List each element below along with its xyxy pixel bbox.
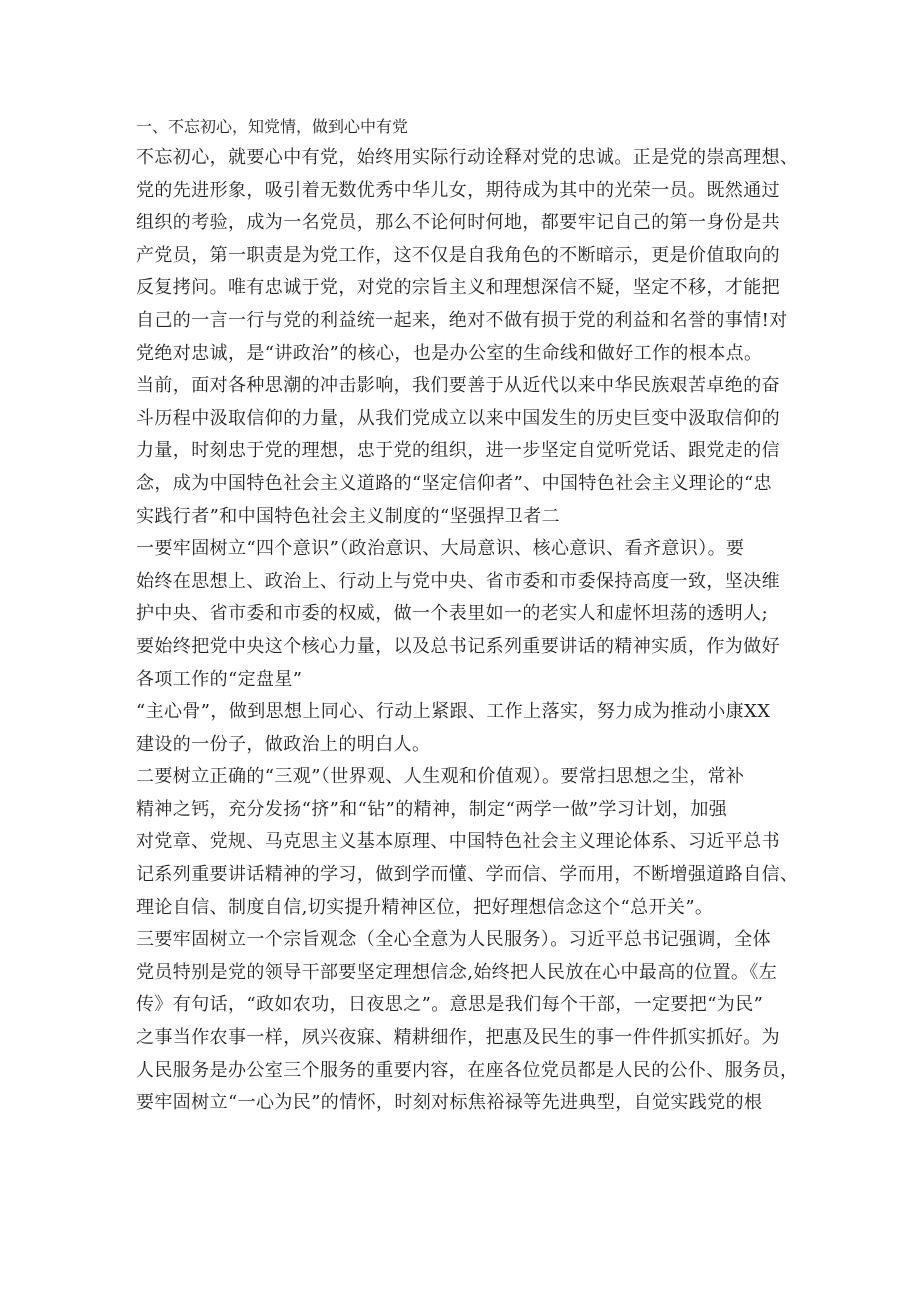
text-line: 二要树立正确的“三观”（世界观、人生观和价值观）。要常扫思想之尘，常补 (136, 766, 745, 788)
text-line: 对党章、党规、马克思主义基本原理、中国特色社会主义理论体系、习近平总书 (136, 831, 780, 853)
text-line: 各项工作的“定盘星” (136, 668, 303, 690)
text-line: “主心骨”，做到思想上同心、行动上紧跟、工作上落实，努力成为推动小康XX (136, 701, 771, 723)
text-line: 始终在思想上、政治上、行动上与党中央、省市委和市委保持高度一致，坚决维 (136, 570, 780, 592)
text-line: 三要牢固树立一个宗旨观念（全心全意为人民服务）。习近平总书记强调，全体 (136, 929, 771, 951)
text-line: 反复拷问。唯有忠诚于党，对党的宗旨主义和理想深信不疑，坚定不移，才能把 (136, 277, 780, 299)
text-line: 一要牢固树立“四个意识”（政治意识、大局意识、核心意识、看齐意识）。要 (136, 538, 745, 560)
text-line: 理论自信、制度自信,切实提升精神区位，把好理想信念这个“总开关”。 (136, 896, 714, 918)
text-line: 记系列重要讲话精神的学习，做到学而懂、学而信、学而用，不断增强道路自信、 (136, 864, 799, 886)
text-line: 护中央、省市委和市委的权威，做一个表里如一的老实人和虚怀坦荡的透明人; (136, 603, 769, 625)
text-line: 实践行者”和中国特色社会主义制度的“坚强捍卫者二 (136, 505, 561, 527)
text-line: 传》有句话，“政如农功，日夜思之”。意思是我们每个干部，一定要把“为民” (136, 994, 764, 1016)
text-line: 建设的一份子，做政治上的明白人。 (136, 733, 431, 755)
text-line: 精神之钙，充分发扬“挤”和“钻”的精神，制定“两学一做”学习计划，加强 (136, 798, 728, 820)
text-line: 力量，时刻忠于党的理想，忠于党的组织，进一步坚定自觉听党话、跟党走的信 (136, 440, 780, 462)
text-line: 产党员，第一职责是为党工作，这不仅是自我角色的不断暗示，更是价值取向的 (136, 244, 780, 266)
text-line: 自己的一言一行与党的利益统一起来，绝对不做有损于党的利益和名誉的事情!对 (136, 309, 788, 331)
text-line: 组织的考验，成为一名党员，那么不论何时何地，都要牢记自己的第一身份是共 (136, 212, 780, 234)
text-line: 之事当作农事一样，夙兴夜寐、精耕细作，把惠及民生的事一件件抓实抓好。为 (136, 1027, 780, 1049)
text-line: 党员特别是党的领导干部要坚定理想信念,始终把人民放在心中最高的位置。《左 (136, 961, 778, 983)
text-line: 当前，面对各种思潮的冲击影响，我们要善于从近代以来中华民族艰苦卓绝的奋 (136, 375, 780, 397)
text-line: 要始终把党中央这个核心力量，以及总书记系列重要讲话的精神实质，作为做好 (136, 635, 780, 657)
document-body (136, 112, 799, 1120)
section-heading: 一、不忘初心，知党情，做到心中有党 (136, 117, 409, 136)
text-line: 党绝对忠诚，是“讲政治”的核心，也是办公室的生命线和做好工作的根本点。 (136, 342, 763, 364)
text-line: 念，成为中国特色社会主义道路的“坚定信仰者”、中国特色社会主义理论的“忠 (136, 472, 773, 494)
text-line: 不忘初心，就要心中有党，始终用实际行动诠释对党的忠诚。正是党的崇高理想、 (136, 147, 799, 168)
text-line: 要牢固树立“一心为民”的情怀，时刻对标焦裕禄等先进典型，自觉实践党的根 (136, 1092, 763, 1114)
text-line: 斗历程中汲取信仰的力量，从我们党成立以来中国发生的历史巨变中汲取信仰的 (136, 407, 780, 429)
text-line: 党的先进形象，吸引着无数优秀中华儿女，期待成为其中的光荣一员。既然通过 (136, 179, 780, 201)
text-line: 人民服务是办公室三个服务的重要内容，在座各位党员都是人民的公仆、服务员， (136, 1059, 799, 1081)
